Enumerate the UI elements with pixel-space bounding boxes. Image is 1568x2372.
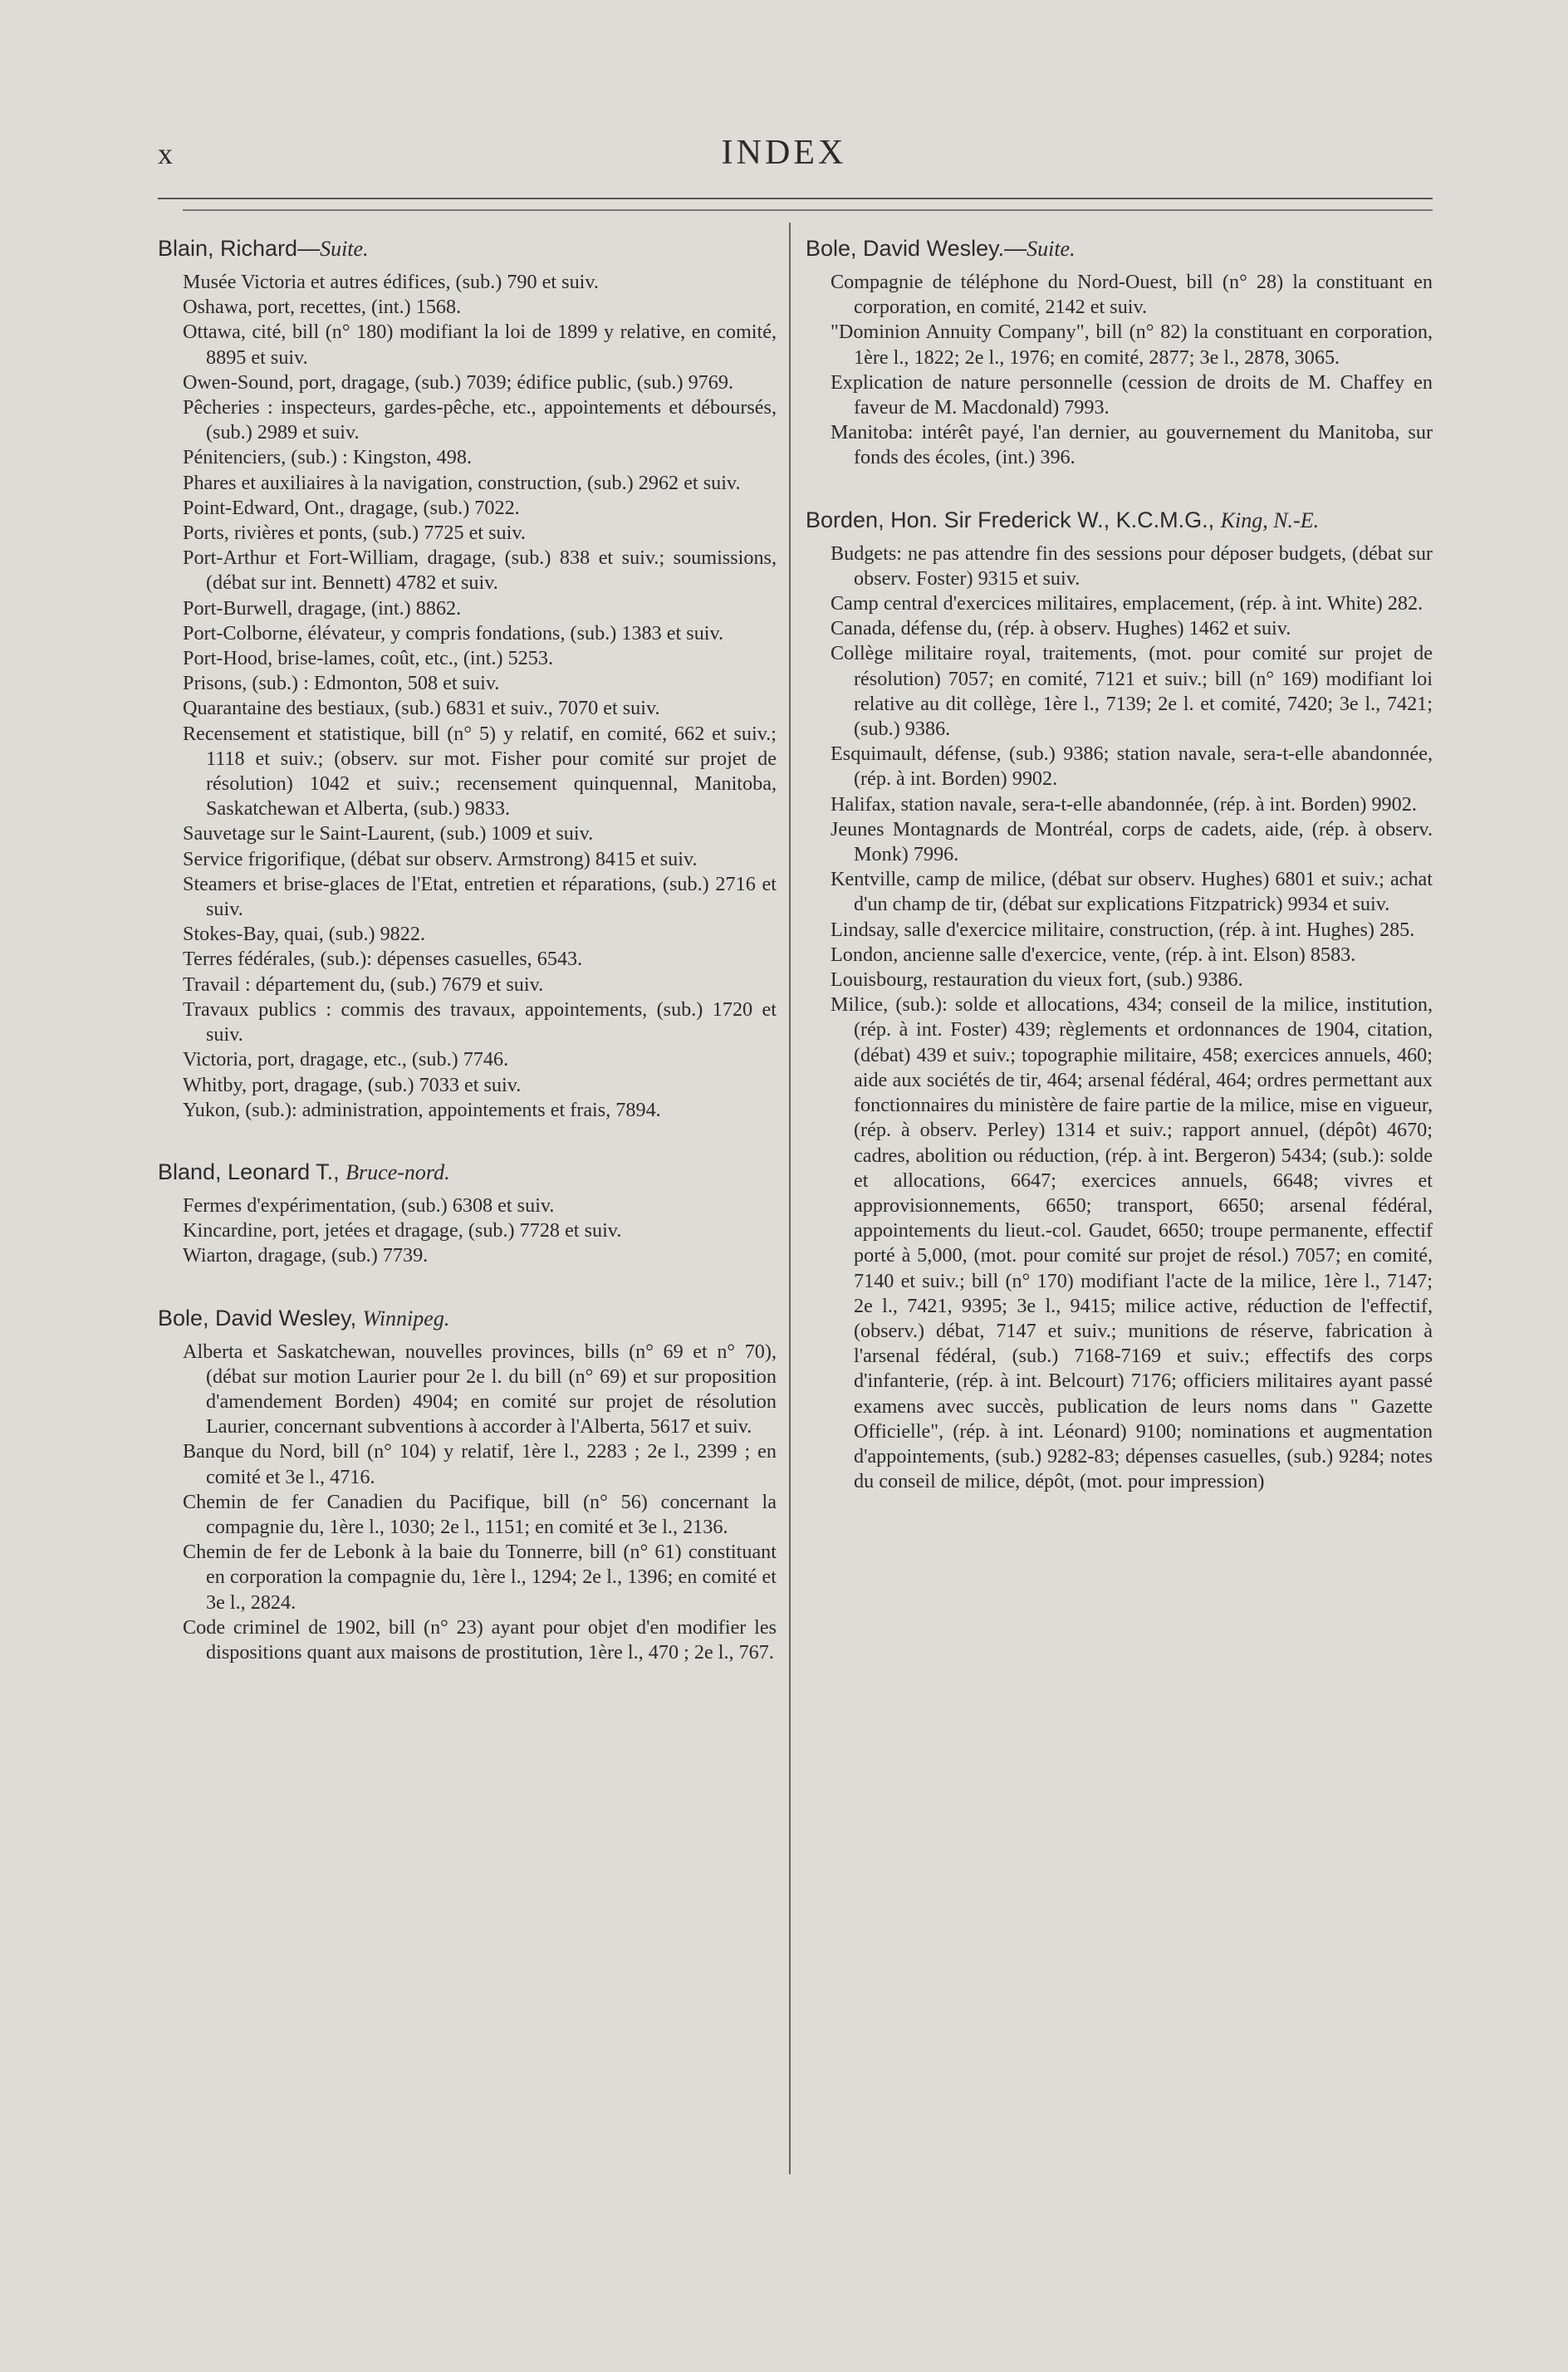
index-entry: Collège militaire royal, traitements, (mot. pour comité sur projet de résolution) 7057; en comité, 7121 et suiv.; bill (n° 169) modifiant loi relative au dit collège, 1ère l., 7139; 2e l. et comité, 7420; 3e l., 7421; (sub.) 9386. (831, 642, 1433, 741)
index-entry: Kentville, camp de milice, (débat sur observ. Hughes) 6801 et suiv.; achat d'un champ de tir, (débat sur explications Fitzpatrick) 9934 et suiv. (831, 868, 1433, 916)
index-entry: Kincardine, port, jetées et dragage, (sub.) 7728 et suiv. (183, 1219, 622, 1242)
right-column (806, 234, 1433, 1494)
heading-name: Blain, Richard— (158, 236, 321, 261)
heading-name: Bole, David Wesley.— (806, 236, 1027, 261)
index-entry: Explication de nature personnelle (cession de droits de M. Chaffey en faveur de M. Macdonald) 7993. (831, 370, 1433, 419)
left-column (158, 234, 777, 1665)
index-entry: Lindsay, salle d'exercice militaire, construction, (rép. à int. Hughes) 285. (831, 918, 1415, 941)
index-entry: Pénitenciers, (sub.) : Kingston, 498. (183, 446, 472, 469)
index-entry: Travaux publics : commis des travaux, appointements, (sub.) 1720 et suiv. (183, 997, 777, 1046)
index-entry: Esquimault, défense, (sub.) 9386; station navale, sera-t-elle abandonnée, (rép. à int. Borden) 9902. (831, 742, 1433, 791)
index-entry: Ports, rivières et ponts, (sub.) 7725 et suiv. (183, 522, 526, 545)
index-entry: Jeunes Montagnards de Montréal, corps de cadets, aide, (rép. à observ. Monk) 7996. (831, 817, 1433, 866)
index-entry: Compagnie de téléphone du Nord-Ouest, bill (n° 28) la constituant en corporation, en comité, 2142 et suiv. (831, 271, 1433, 319)
index-entry: Stokes-Bay, quai, (sub.) 9822. (183, 923, 426, 946)
index-entry: Ottawa, cité, bill (n° 180) modifiant la loi de 1899 y relative, en comité, 8895 et suiv. (183, 321, 777, 369)
page-number: x (158, 137, 174, 170)
heading-qualifier: Suite. (1027, 237, 1076, 261)
index-entry: Louisbourg, restauration du vieux fort, (sub.) 9386. (831, 968, 1243, 992)
index-entry: Chemin de fer Canadien du Pacifique, bill (n° 56) concernant la compagnie du, 1ère l., 1030; 2e l., 1151; en comité et 3e l., 2136. (183, 1490, 777, 1538)
index-entry: Port-Burwell, dragage, (int.) 8862. (183, 596, 462, 620)
index-entry: Phares et auxiliaires à la navigation, construction, (sub.) 2962 et suiv. (183, 471, 741, 494)
index-entry: Chemin de fer de Lebonk à la baie du Tonnerre, bill (n° 61) constituant en corporation la compagnie du, 1ère l., 1294; 2e l., 1396; en comité et 3e l., 2824. (183, 1541, 777, 1614)
heading-name: Bland, Leonard T., (158, 1159, 346, 1184)
index-entry: Service frigorifique, (débat sur observ. Armstrong) 8415 et suiv. (183, 847, 698, 870)
index-entry: Alberta et Saskatchewan, nouvelles provinces, bills (n° 69 et n° 70), (débat sur motion Laurier pour 2e l. du bill (n° 69) et sur proposition d'amendement Borden) 4904; en comité sur projet de résolution Laurier, concernant subventions à accorder à l'Alberta, 5617 et suiv. (183, 1340, 777, 1438)
page-title: INDEX (721, 134, 847, 172)
index-entry: Halifax, station navale, sera-t-elle abandonnée, (rép. à int. Borden) 9902. (831, 792, 1417, 816)
heading-qualifier: Winnipeg. (362, 1306, 450, 1331)
index-heading (806, 506, 1433, 535)
index-entry: London, ancienne salle d'exercice, vente, (rép. à int. Elson) 8583. (831, 943, 1356, 966)
heading-qualifier: King, N.-E. (1220, 507, 1320, 532)
index-entry: Port-Colborne, élévateur, y compris fondations, (sub.) 1383 et suiv. (183, 621, 724, 644)
column-divider (789, 223, 791, 2174)
index-entry: Steamers et brise-glaces de l'Etat, entretien et réparations, (sub.) 2716 et suiv. (183, 872, 777, 921)
index-entry: Recensement et statistique, bill (n° 5) y relatif, en comité, 662 et suiv.; 1118 et suiv.; (observ. sur mot. Fisher pour comité sur projet de résolution) 1042 et suiv.; recensement quinquennal, Manitoba, Saskatchewan et Alberta, (sub.) 9833. (183, 722, 777, 821)
index-heading (158, 234, 777, 263)
header-rule-secondary (183, 209, 1433, 211)
index-heading (806, 234, 1433, 263)
index-entry: Manitoba: intérêt payé, l'an dernier, au gouvernement du Manitoba, sur fonds des écoles, (int.) 396. (831, 421, 1433, 469)
index-entry: Banque du Nord, bill (n° 104) y relatif, 1ère l., 2283 ; 2e l., 2399 ; en comité et 3e l., 4716. (183, 1440, 777, 1488)
index-entry: Milice, (sub.): solde et allocations, 434; conseil de la milice, institution, (rép. à int. Foster) 439; règlements et ordonnances de 1904, citation, (débat) 439 et suiv.; topographie militaire, 458; exercices annuels, 460; aide aux sociétés de tir, 464; arsenal fédéral, 464; ordres permettant aux fonctionnaires du ministère de faire partie de la milice, mise en vigueur, (rép. à observ. Perley) 1314 et suiv.; rapport annuel, (dépôt) 4670; cadres, abolition ou réduction, (rép. à int. Bergeron) 5434; (sub.): solde et allocations, 6647; exercices annuels, 6648; vivres et approvisionnements, 6650; transport, 6650; arsenal fédéral, appointements du lieut.-col. Gaudet, 6650; troupe permanente, effectif porté à 5,000, (mot. pour comité sur projet de résol.) 7057; en comité, 7140 et suiv.; bill (n° 170) modifiant l'acte de la milice, 1ère l., 7147; 2e l., 7421, 9395; 3e l., 9415; milice active, réduction de l'effectif, (observ.) débat, 7147 et suiv.; munitions de réserve, fabrication à l'arsenal fédéral, (sub.) 7168-7169 et suiv.; effectifs des corps d'infanterie, (rép. à int. Belcourt) 7176; officiers militaires ayant passé examens avec succès, publication de leurs noms dans " Gazette Officielle", (rép. à int. Léonard) 9100; nominations et augmentation d'appointements, (sub.) 9282-83; dépenses casuelles, (sub.) 9284; notes du conseil de milice, dépôt, (mot. pour impression) (831, 993, 1433, 1493)
index-entry: Owen-Sound, port, dragage, (sub.) 7039; édifice public, (sub.) 9769. (183, 370, 733, 394)
index-entry: Prisons, (sub.) : Edmonton, 508 et suiv. (183, 672, 500, 695)
index-entry: Oshawa, port, recettes, (int.) 1568. (183, 296, 462, 319)
index-entry: Canada, défense du, (rép. à observ. Hughes) 1462 et suiv. (831, 617, 1291, 640)
index-entry: Camp central d'exercices militaires, emplacement, (rép. à int. White) 282. (831, 592, 1423, 615)
index-entry: Sauvetage sur le Saint-Laurent, (sub.) 1009 et suiv. (183, 822, 594, 845)
index-entry: Whitby, port, dragage, (sub.) 7033 et suiv. (183, 1073, 522, 1096)
heading-qualifier: Suite. (320, 237, 369, 261)
index-entry: Travail : département du, (sub.) 7679 et suiv. (183, 973, 544, 996)
index-entry: Quarantaine des bestiaux, (sub.) 6831 et suiv., 7070 et suiv. (183, 697, 660, 720)
heading-qualifier: Bruce-nord. (345, 1159, 450, 1184)
index-entry: Victoria, port, dragage, etc., (sub.) 7746. (183, 1048, 509, 1071)
index-entry: Wiarton, dragage, (sub.) 7739. (183, 1244, 429, 1267)
heading-name: Bole, David Wesley, (158, 1305, 363, 1331)
index-entry: Musée Victoria et autres édifices, (sub.) 790 et suiv. (183, 271, 599, 293)
index-entry: Code criminel de 1902, bill (n° 23) ayant pour objet d'en modifier les dispositions quant aux maisons de prostitution, 1ère l., 470 ; 2e l., 767. (183, 1615, 777, 1664)
index-entry: Point-Edward, Ont., dragage, (sub.) 7022. (183, 496, 520, 519)
index-heading (158, 1304, 777, 1333)
index-entry: Pêcheries : inspecteurs, gardes-pêche, etc., appointements et déboursés, (sub.) 2989 et suiv. (183, 396, 777, 444)
index-entry: Port-Hood, brise-lames, coût, etc., (int.) 5253. (183, 647, 554, 670)
index-entry: Fermes d'expérimentation, (sub.) 6308 et suiv. (183, 1193, 555, 1217)
index-entry: "Dominion Annuity Company", bill (n° 82) la constituant en corporation, 1ère l., 1822; 2e l., 1976; en comité, 2877; 3e l., 2878, 3065. (831, 321, 1433, 369)
index-entry: Yukon, (sub.): administration, appointements et frais, 7894. (183, 1098, 661, 1121)
header-rule (158, 198, 1433, 199)
index-entry: Budgets: ne pas attendre fin des sessions pour déposer budgets, (débat sur observ. Foster) 9315 et suiv. (831, 542, 1433, 590)
index-entry: Port-Arthur et Fort-William, dragage, (sub.) 838 et suiv.; soumissions, (débat sur int. Bennett) 4782 et suiv. (183, 546, 777, 595)
page-header (158, 125, 1410, 174)
heading-name: Borden, Hon. Sir Frederick W., K.C.M.G., (806, 507, 1221, 532)
index-entry: Terres fédérales, (sub.): dépenses casuelles, 6543. (183, 948, 583, 971)
index-heading (158, 1158, 777, 1187)
